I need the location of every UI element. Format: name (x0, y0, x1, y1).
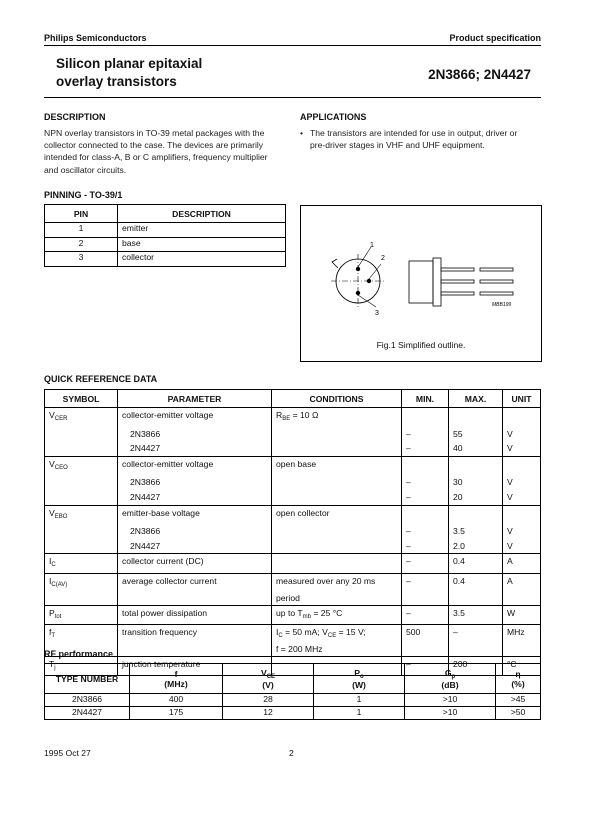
type-number: 2N3866 (45, 694, 130, 707)
parameter: average collector current (118, 573, 272, 592)
table-row (45, 524, 541, 539)
page-number: 2 (289, 748, 294, 758)
col-parameter: PARAMETER (118, 390, 272, 408)
table-row (45, 625, 541, 644)
unit: V (503, 441, 541, 456)
pin-description: base (118, 237, 286, 252)
pin-number: 2 (45, 237, 118, 252)
table-row (45, 408, 541, 427)
min-value: – (402, 605, 449, 625)
pin-description: collector (118, 252, 286, 267)
conditions: up to $T_{mb} = 25$ °C (272, 605, 402, 625)
min-value: – (402, 573, 449, 592)
type-name: 2N3866 (118, 427, 272, 442)
min-value: 500 (402, 625, 449, 644)
table-row (45, 644, 541, 657)
table-row (45, 475, 541, 490)
unit: V (503, 539, 541, 554)
col-vce: $V_{CE}$ (V) (223, 664, 314, 694)
col-max: MAX. (449, 390, 503, 408)
parameter: total power dissipation (118, 605, 272, 625)
table-row (45, 427, 541, 442)
header-doc-type: Product specification (449, 33, 541, 43)
conditions: measured over any 20 ms (272, 573, 402, 592)
table-row (45, 707, 541, 720)
symbol-ft: $f_T$ (45, 625, 118, 644)
max-value: 40 (449, 441, 503, 456)
min-value: – (402, 656, 449, 676)
gp: >10 (405, 707, 496, 720)
type-number: 2N4427 (45, 707, 130, 720)
title-rule (44, 97, 541, 98)
table-row (45, 539, 541, 554)
vce: 28 (223, 694, 314, 707)
col-gp: $G_p$ (dB) (405, 664, 496, 694)
efficiency: >45 (496, 694, 541, 707)
quick-reference-table (44, 389, 541, 676)
description-text: NPN overlay transistors in TO-39 metal packages with the collector connected to the case. The devices are primarily intended for class-A, B or C amplifiers, frequency multiplier and oscillator circuits. (44, 128, 268, 175)
min-value: – (402, 539, 449, 554)
vce: 12 (223, 707, 314, 720)
table-row (45, 593, 541, 606)
conditions-cont: period (272, 593, 402, 606)
max-value: 30 (449, 475, 503, 490)
max-value: 3.5 (449, 524, 503, 539)
col-f: f (MHz) (130, 664, 223, 694)
po: 1 (314, 694, 405, 707)
min-value: – (402, 427, 449, 442)
pinning-heading: PINNING - TO-39/1 (44, 190, 123, 200)
table-row (45, 490, 541, 505)
type-name: 2N3866 (118, 475, 272, 490)
symbol-vcer: $V_{CER}$ (45, 408, 118, 427)
unit: A (503, 573, 541, 592)
efficiency: >50 (496, 707, 541, 720)
pin-number: 1 (45, 223, 118, 238)
pin1-label: 1 (370, 242, 374, 249)
type-name: 2N4427 (118, 490, 272, 505)
col-symbol: SYMBOL (45, 390, 118, 408)
max-value: 3.5 (449, 605, 503, 625)
rf-heading: RF performance (44, 649, 114, 659)
header-rule (44, 45, 541, 46)
table-row (45, 223, 286, 238)
symbol-ptot: $P_{tot}$ (45, 605, 118, 625)
unit: V (503, 490, 541, 505)
max-value: – (449, 625, 503, 644)
pin-col-header: PIN (45, 205, 118, 223)
conditions: $I_C = 50$ mA; $V_{CE} = 15$ V; (272, 625, 402, 644)
description-heading: DESCRIPTION (44, 112, 106, 122)
conditions: $R_{BE} = 10$ Ω (272, 408, 402, 427)
unit: °C (503, 656, 541, 676)
max-value: 200 (449, 656, 503, 676)
title-line2: overlay transistors (56, 74, 177, 89)
col-eta: η (%) (496, 664, 541, 694)
parameter: collector-emitter voltage (118, 456, 272, 475)
table-row (45, 252, 286, 267)
figure-box (300, 205, 542, 362)
table-row (45, 505, 541, 524)
symbol-ic: $I_C$ (45, 554, 118, 574)
unit: V (503, 475, 541, 490)
type-name: 2N4427 (118, 539, 272, 554)
frequency: 400 (130, 694, 223, 707)
symbol-vebo: $V_{EBO}$ (45, 505, 118, 524)
unit: V (503, 524, 541, 539)
title-line1: Silicon planar epitaxial (56, 56, 203, 71)
table-row (45, 456, 541, 475)
part-number: 2N3866; 2N4427 (428, 67, 531, 82)
col-min: MIN. (402, 390, 449, 408)
frequency: 175 (130, 707, 223, 720)
unit: V (503, 427, 541, 442)
unit: A (503, 554, 541, 574)
symbol-tj: $T_j$ (45, 656, 118, 676)
table-row (45, 694, 541, 707)
parameter: emitter-base voltage (118, 505, 272, 524)
pinning-table (44, 204, 286, 267)
pin2-label: 2 (381, 255, 385, 262)
min-value: – (402, 524, 449, 539)
footer-date: 1995 Oct 27 (44, 748, 91, 758)
po: 1 (314, 707, 405, 720)
col-conditions: CONDITIONS (272, 390, 402, 408)
max-value: 0.4 (449, 554, 503, 574)
pin3-label: 3 (375, 310, 379, 317)
max-value: 55 (449, 427, 503, 442)
conditions-cont: f = 200 MHz (272, 644, 402, 657)
pin-number: 3 (45, 252, 118, 267)
min-value: – (402, 490, 449, 505)
applications-heading: APPLICATIONS (300, 112, 367, 122)
max-value: 0.4 (449, 573, 503, 592)
desc-col-header: DESCRIPTION (118, 205, 286, 223)
unit: MHz (503, 625, 541, 644)
figure-caption: Fig.1 Simplified outline. (376, 340, 466, 350)
max-value: 20 (449, 490, 503, 505)
table-row (45, 573, 541, 592)
table-row (45, 554, 541, 574)
table-row (45, 237, 286, 252)
type-name: 2N4427 (118, 441, 272, 456)
min-value: – (402, 475, 449, 490)
symbol-icav: $I_{C(AV)}$ (45, 573, 118, 592)
conditions: open base (272, 456, 402, 475)
applications-bullet: • (300, 128, 304, 138)
header-company: Philips Semiconductors (44, 33, 147, 43)
pin-description: emitter (118, 223, 286, 238)
type-name: 2N3866 (118, 524, 272, 539)
conditions: open collector (272, 505, 402, 524)
applications-text: The transistors are intended for use in output, driver or pre-driver stages in VHF and UHF equipment. (310, 128, 518, 151)
gp: >10 (405, 694, 496, 707)
col-unit: UNIT (503, 390, 541, 408)
col-po: $P_o$ (W) (314, 664, 405, 694)
col-type: TYPE NUMBER (45, 664, 130, 694)
rf-performance-table (44, 663, 541, 720)
qrd-heading: QUICK REFERENCE DATA (44, 374, 158, 384)
min-value: – (402, 441, 449, 456)
parameter: junction temperature (118, 656, 272, 676)
symbol-vceo: $V_{CEO}$ (45, 456, 118, 475)
table-row (45, 441, 541, 456)
to39-outline-drawing (301, 206, 541, 361)
parameter: collector-emitter voltage (118, 408, 272, 427)
max-value: 2.0 (449, 539, 503, 554)
parameter: collector current (DC) (118, 554, 272, 574)
min-value: – (402, 554, 449, 574)
parameter: transition frequency (118, 625, 272, 644)
figure-code: MBB199 (492, 302, 512, 308)
unit: W (503, 605, 541, 625)
table-row (45, 605, 541, 625)
